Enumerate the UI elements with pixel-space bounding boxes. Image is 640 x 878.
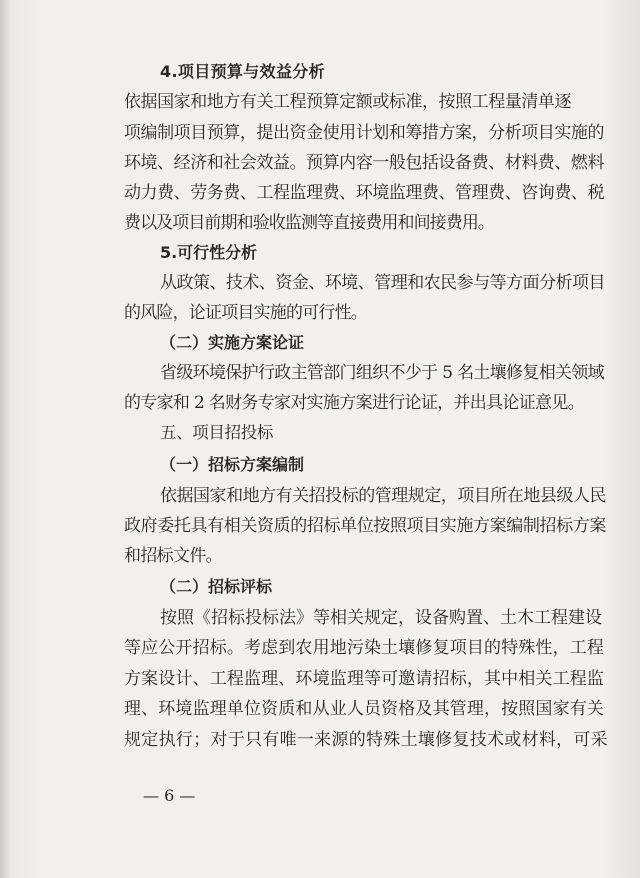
paragraph-line: 按照《招标投标法》等相关规定，设备购置、土木工程建设 (160, 608, 602, 628)
section-heading: （二）实施方案论证 (160, 333, 304, 352)
paragraph-line: 费以及项目前期和验收监测等直接费用和间接费用。 (124, 213, 494, 233)
paragraph-line: 理、环境监理单位资质和从业人员资格及其管理，按照国家有关 (124, 699, 604, 719)
paragraph-line: 规定执行；对于只有唯一来源的特殊土壤修复技术或材料，可采 (124, 730, 608, 750)
section-heading: 五、项目招投标 (160, 423, 274, 442)
paragraph-line: 政府委托具有相关资质的招标单位按照项目实施方案编制招标方案 (124, 516, 606, 536)
paragraph-line: 方案设计、工程监理、环境监理等可邀请招标，其中相关工程监 (124, 669, 604, 689)
paragraph-line: 动力费、劳务费、工程监理费、环境监理费、管理费、咨询费、税 (124, 183, 604, 203)
paragraph-line: 的风险，论证项目实施的可行性。 (124, 303, 367, 323)
section-heading: 4.项目预算与效益分析 (160, 62, 325, 81)
paragraph-line: 的专家和 2 名财务专家对实施方案进行论证，并出具论证意见。 (124, 393, 584, 413)
paragraph-line: 省级环境保护行政主管部门组织不少于 5 名土壤修复相关领域 (160, 363, 604, 383)
paragraph-line: 等应公开招标。考虑到农用地污染土壤修复项目的特殊性，工程 (124, 638, 604, 658)
paragraph-line: 依据国家和地方有关工程预算定额或标准，按照工程量清单逐 (124, 92, 571, 112)
page-number: — 6 — (143, 786, 196, 805)
section-heading: 5.可行性分析 (160, 243, 257, 262)
section-heading: （一）招标方案编制 (160, 455, 304, 474)
section-heading: （二）招标评标 (160, 577, 272, 596)
paragraph-line: 和招标文件。 (124, 546, 222, 566)
paragraph-line: 环境、经济和社会效益。预算内容一般包括设备费、材料费、燃料 (124, 153, 604, 173)
paragraph-line: 依据国家和地方有关招投标的管理规定，项目所在地县级人民 (160, 486, 606, 506)
paragraph-line: 从政策、技术、资金、环境、管理和农民参与等方面分析项目 (160, 273, 605, 293)
paragraph-line: 项编制项目预算，提出资金使用计划和筹措方案，分析项目实施的 (124, 123, 604, 143)
